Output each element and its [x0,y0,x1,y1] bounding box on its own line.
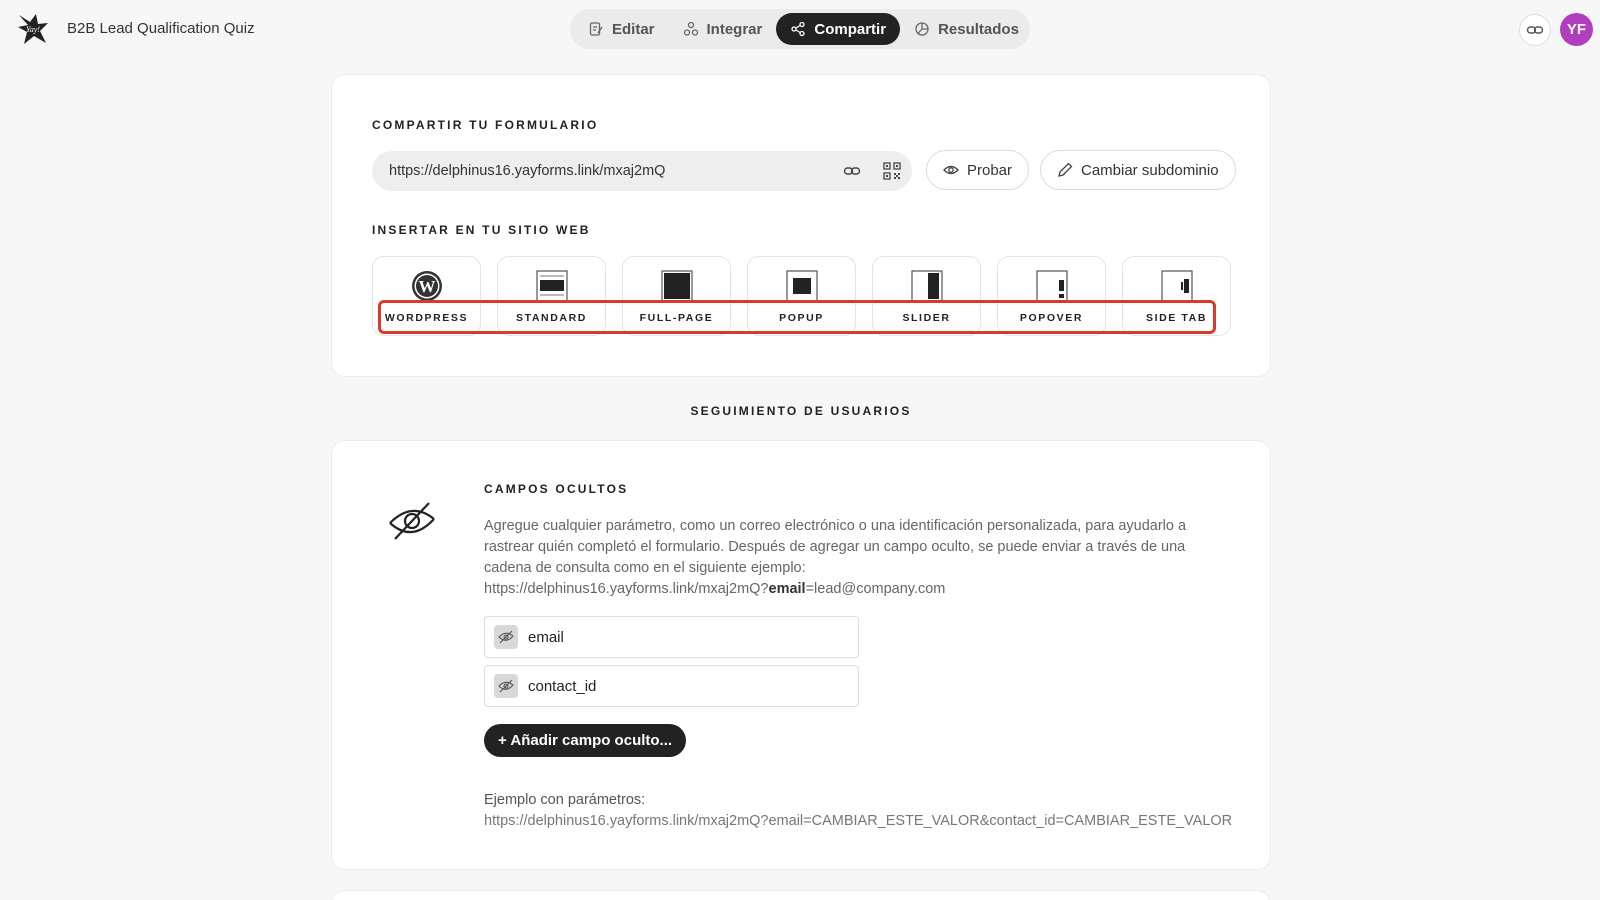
popup-icon [786,270,818,302]
embed-option-label: SLIDER [902,312,951,324]
tab-resultados[interactable] [900,13,1033,45]
embed-option-label: POPUP [779,312,824,324]
embed-options [372,256,1232,336]
pencil-icon [1057,162,1073,178]
embed-option-slider[interactable] [872,256,981,336]
tab-label: Editar [612,20,655,38]
test-form-button[interactable] [926,150,1029,190]
side-tab-icon [1161,270,1193,302]
example-url-prefix: https://delphinus16.yayforms.link/mxaj2mQ? [484,581,769,597]
share-icon [790,21,806,37]
description-text: Agregue cualquier parámetro, como un correo electrónico o una identificación personalizada, para ayudarlo a rastrear quién completó el formulario. Después de agregar un campo oculto, se puede enviar a través de una cadena de consulta como en el siguiente ejemplo: [484,518,1187,576]
hidden-fields-card [331,440,1271,870]
tab-integrar[interactable] [669,13,777,45]
embed-heading: INSERTAR EN TU SITIO WEB [372,223,591,237]
next-card [331,890,1271,900]
yayforms-logo-icon[interactable] [16,12,50,46]
hidden-field-icon [494,674,518,698]
example-url-suffix: =lead@company.com [805,581,946,597]
share-card [331,74,1271,377]
tab-compartir[interactable] [776,13,900,45]
wordpress-icon [411,270,443,302]
main-tabs [570,9,1030,49]
hidden-fields-description [484,516,1194,600]
embed-option-full-page[interactable] [622,256,731,336]
embed-option-popup[interactable] [747,256,856,336]
example-url-param: email [768,581,806,597]
share-heading: COMPARTIR TU FORMULARIO [372,118,599,132]
embed-option-label: POPOVER [1019,312,1084,324]
hidden-fields-heading: CAMPOS OCULTOS [484,482,629,496]
hidden-field-email[interactable] [484,616,859,658]
copy-link-button[interactable] [1519,14,1551,46]
copy-link-icon[interactable] [842,161,862,181]
popover-icon [1036,270,1068,302]
change-subdomain-label: Cambiar subdominio [1081,161,1219,179]
change-subdomain-button[interactable] [1040,150,1236,190]
hidden-field-icon [494,625,518,649]
params-example-title: Ejemplo con parámetros: [484,792,646,808]
form-url-field[interactable] [372,151,912,191]
user-avatar[interactable]: YF [1560,13,1593,46]
tracking-heading: SEGUIMIENTO DE USUARIOS [690,404,912,418]
form-title[interactable]: B2B Lead Qualification Quiz [67,20,255,37]
tab-label: Compartir [814,20,887,38]
hidden-field-name: email [528,628,564,646]
embed-option-label: STANDARD [516,312,587,324]
hidden-field-name: contact_id [528,677,597,695]
tab-editar[interactable] [574,13,669,45]
embed-option-label: SIDE TAB [1145,312,1208,324]
tab-label: Integrar [706,20,763,38]
embed-option-side-tab[interactable] [1122,256,1231,336]
embed-option-wordpress[interactable] [372,256,481,336]
embed-option-popover[interactable] [997,256,1106,336]
embed-option-standard[interactable] [497,256,606,336]
form-url-text[interactable]: https://delphinus16.yayforms.link/mxaj2mQ [389,163,666,179]
integrations-icon [683,21,699,37]
eye-icon [943,162,959,178]
link-icon [1526,21,1544,39]
hidden-field-contact-id[interactable] [484,665,859,707]
chart-icon [914,21,930,37]
full-page-icon [661,270,693,302]
add-hidden-field-button[interactable]: + Añadir campo oculto... [484,724,686,757]
eye-slash-icon [387,499,437,543]
params-example-url: https://delphinus16.yayforms.link/mxaj2mQ?email=CAMBIAR_ESTE_VALOR&contact_id=CAMBIAR_ESTE_VALOR [484,813,1233,829]
slider-icon [911,270,943,302]
top-bar [0,0,1600,58]
test-form-label: Probar [967,161,1013,179]
standard-embed-icon [536,270,568,302]
embed-option-label: WORDPRESS [384,312,469,324]
embed-option-label: FULL-PAGE [639,312,714,324]
tab-label: Resultados [938,20,1019,38]
svg-text:W: W [418,277,436,296]
svg-text:Yay!: Yay! [26,25,40,34]
qr-code-icon[interactable] [882,161,902,181]
edit-icon [588,21,604,37]
